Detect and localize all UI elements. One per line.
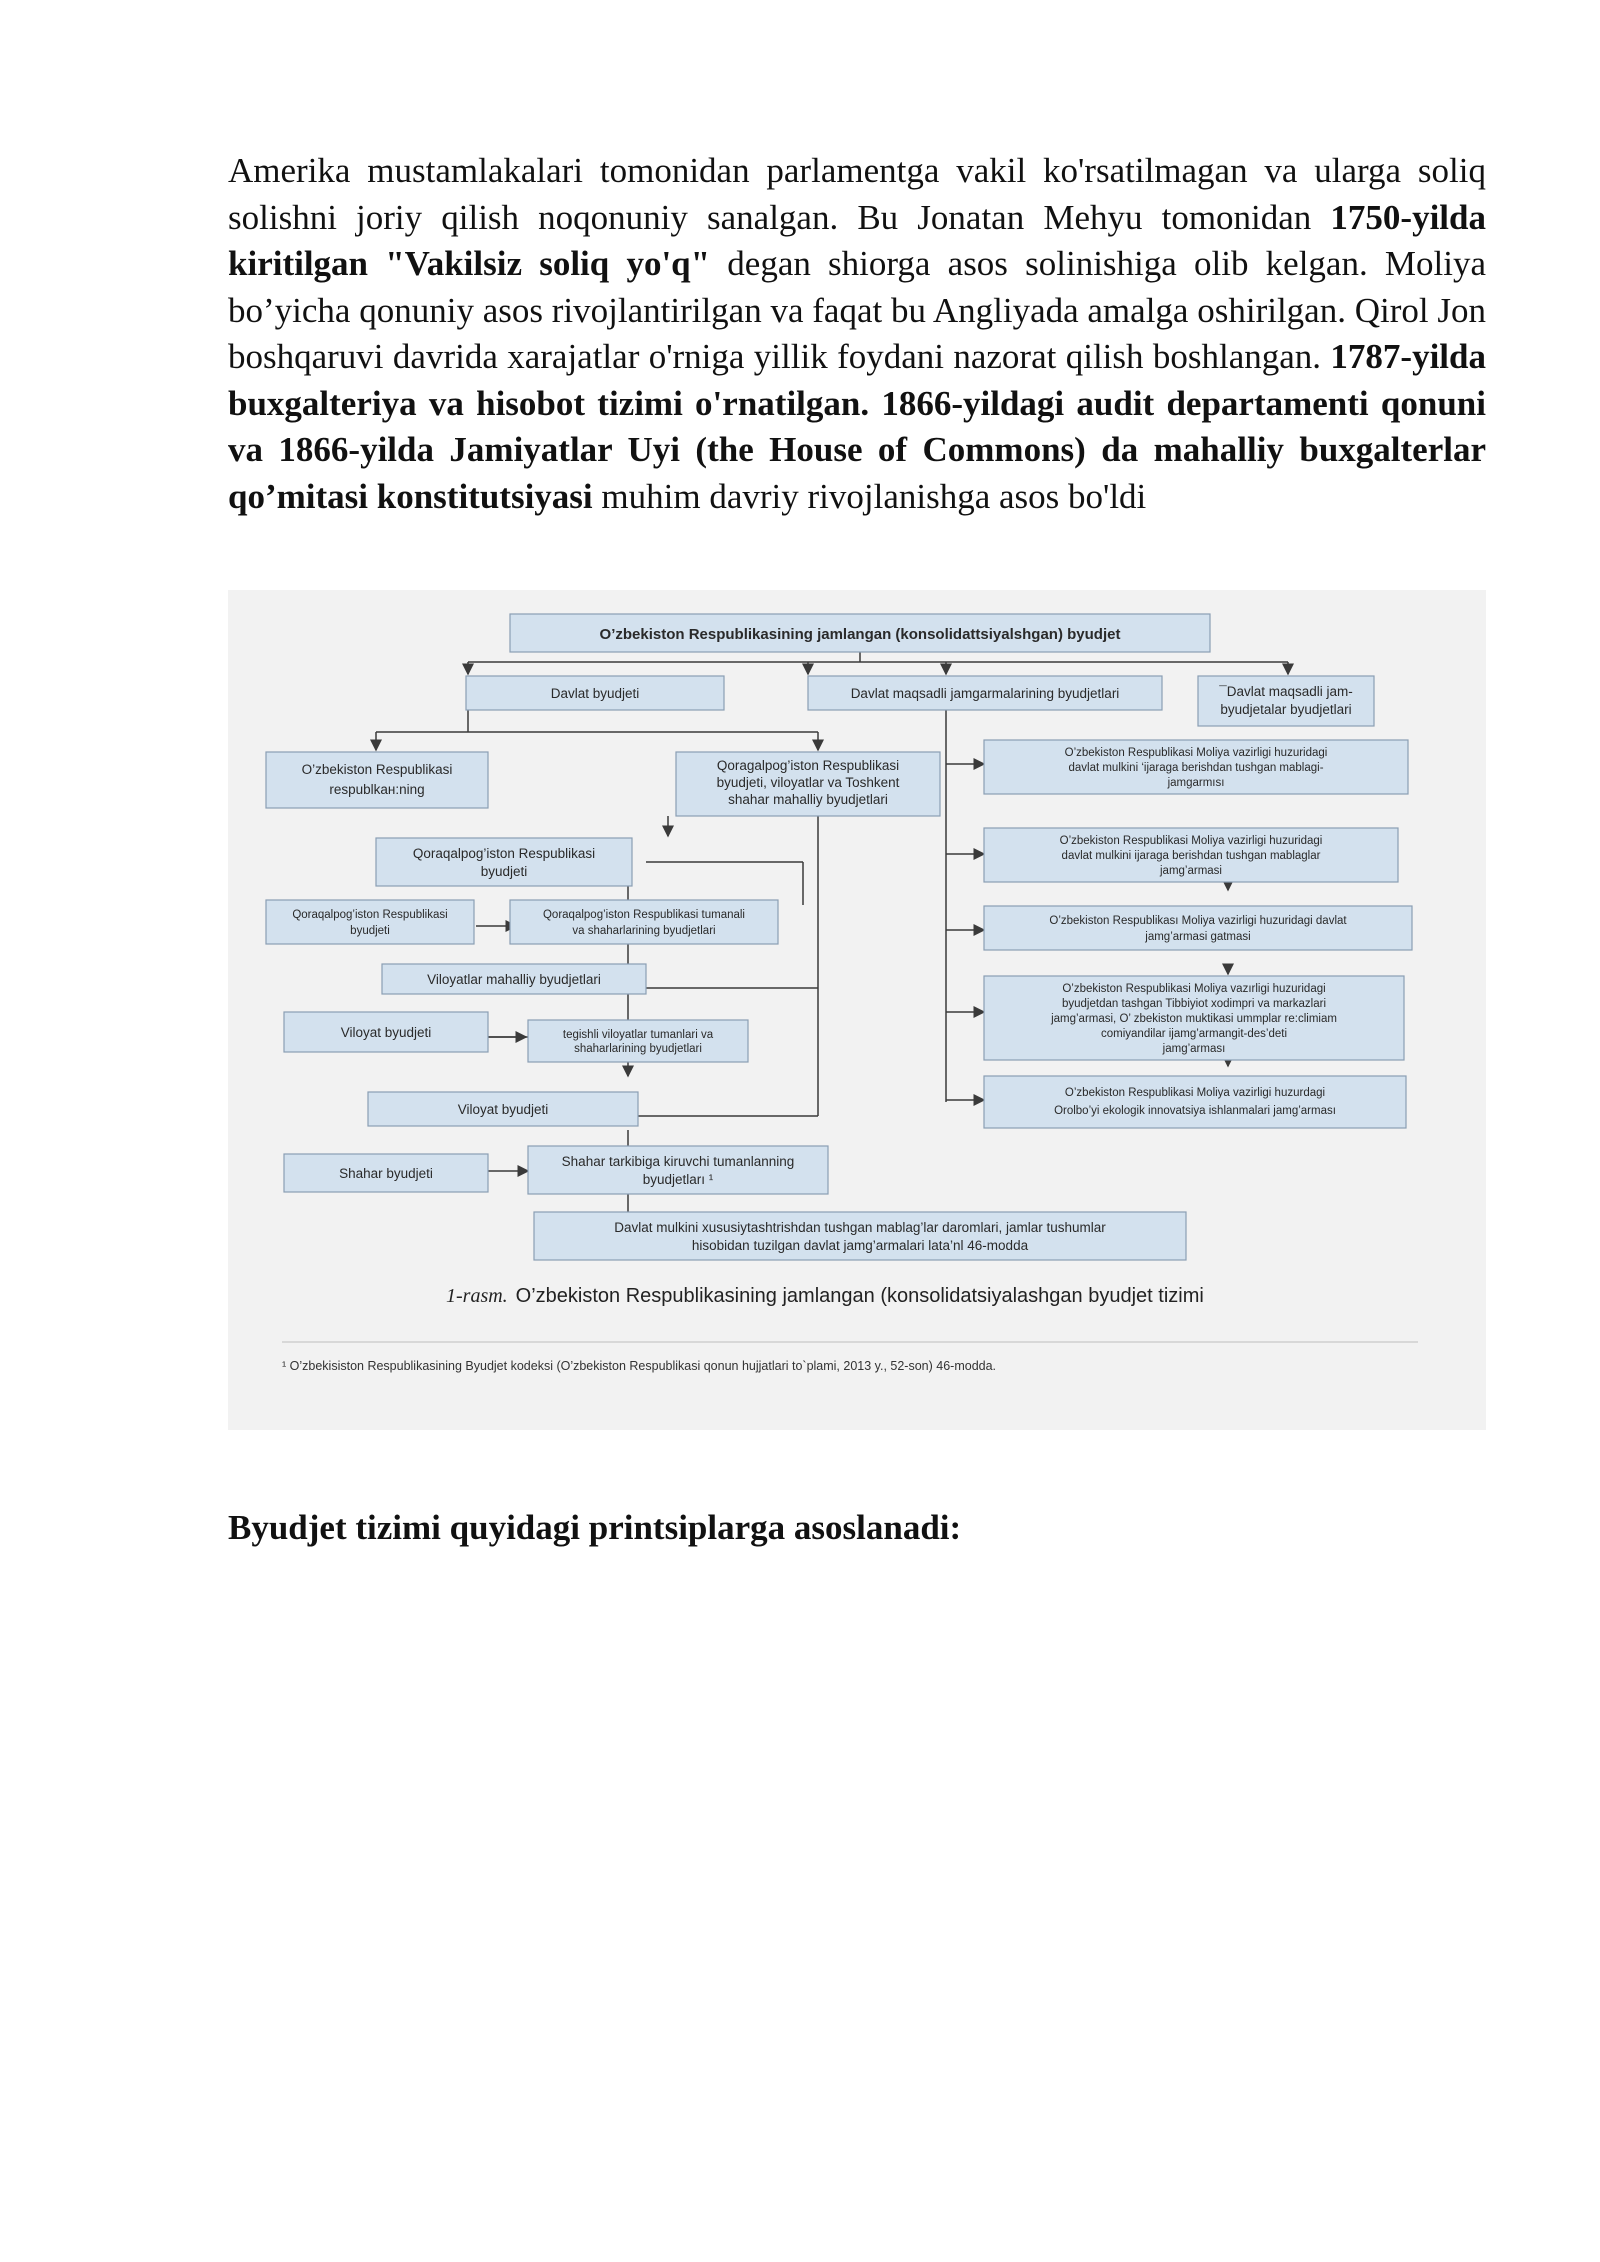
paragraph-run-1: Amerika mustamlakalari tomonidan parlamentga vakil ko'rsatilmagan va ularga soliq solishni joriy qilish noqonuniy sanalgan. Bu Jonatan Mehyu tomonidan <box>228 151 1486 237</box>
box-label-line: jamg’arması <box>1162 1043 1226 1055</box>
box-label: Davlat byudjeti <box>550 686 640 701</box>
box-label-line: O’zbekiston Respublikasi Moliya vazirligi huzuridagi <box>1059 835 1323 847</box>
box-label-line: jamg’armasi gatmasi <box>1145 931 1251 943</box>
box-label-line: shahar mahalliy byudjetlari <box>728 792 888 807</box>
box-label: Viloyatlar mahalliy byudjetlari <box>427 972 601 987</box>
paragraph-run-3: degan shiorga asos solinishiga olib kelgan. Moliya bo’yicha qonuniy asos rivojlantirilgan va faqat bu Angliyada amalga oshirilgan. Qirol Jon boshqaruvi davrida xarajatlar o'rniga yillik foydani nazorat qilish boshlangan. <box>228 244 1487 376</box>
box-label-line: byudjeti, viloyatlar va Toshkent <box>716 775 900 790</box>
box-label-line: byudjeti <box>350 925 390 937</box>
box-label-line: tegishli viloyatlar tumanlari va <box>562 1029 714 1041</box>
box-label: Viloyat byudjeti <box>457 1102 549 1117</box>
box-fund-5 <box>984 1076 1406 1128</box>
section-heading: Byudjet tizimi quyidagi printsiplarga asoslanadi: <box>228 1508 962 1547</box>
box-state-budget <box>466 676 724 710</box>
body-paragraph <box>228 148 1486 520</box>
figure-footnote: ¹ O’zbekisiston Respublikasining Byudjet kodeksi (O’zbekiston Respublikasi qonun hujjatlari to`plami, 2013 y., 52-son) 46-modda. <box>282 1359 997 1373</box>
box-label-line: shaharlarining byudjetlari <box>574 1043 702 1055</box>
box-regional-district-budgets <box>528 1020 748 1062</box>
budget-diagram <box>228 590 1486 1430</box>
box-regional-budget-left <box>284 1012 488 1052</box>
box-karakalpak-district-budgets <box>510 900 778 944</box>
box-label: Shahar byudjeti <box>339 1166 433 1181</box>
box-label-line: va shaharlarining byudjetlari <box>572 925 716 937</box>
box-regional-budget <box>368 1092 638 1126</box>
box-label-line: O’zbekiston Respublikası Moliya vazirligi huzuridagi davlat <box>1049 915 1347 927</box>
box-republican-budget <box>266 752 488 808</box>
box-karakalpak-budget-small <box>266 900 474 944</box>
budget-system-figure <box>228 590 1486 1430</box>
box-karakalpak-budget <box>376 838 632 886</box>
caption-text: O’zbekiston Respublikasining jamlangan (konsolidatsiyalashgan byudjet tizimi <box>515 1285 1204 1307</box>
box-fund-2 <box>984 828 1398 882</box>
box-label-line: Qoraqalpog’iston Respublikasi <box>292 909 448 921</box>
box-label-line: byudjetalar byudjetlari <box>1220 702 1352 717</box>
box-label-line: hisobidan tuzilgan davlat jamg’armalari lata’nl 46-modda <box>691 1238 1029 1253</box>
box-fund-1 <box>984 740 1408 794</box>
box-label-line: respublkaн:ning <box>329 782 425 797</box>
box-label-line: jamg’armasi <box>1160 865 1222 877</box>
box-label-line: O’zbekiston Respublikasi <box>301 762 453 777</box>
box-label-line: jamgarmısı <box>1167 777 1225 789</box>
box-label-line: Qoragalpog’iston Respublikasi <box>716 758 900 773</box>
box-privatization-funds <box>534 1212 1186 1260</box>
box-karakalpak-local-budgets <box>676 752 940 816</box>
box-trust-funds <box>808 676 1162 710</box>
box-label-line: Davlat mulkini xususiytashtrishdan tushgan mablag’lar daromlari, jamlar tushumlar <box>614 1220 1106 1235</box>
box-label: Viloyat byudjeti <box>340 1025 432 1040</box>
box-label-line: byudjeti <box>480 864 528 879</box>
box-label-line: Shahar tarkibiga kiruvchi tumanlanning <box>561 1154 795 1169</box>
box-label-line: Qoraqalpog’iston Respublikasi tumanali <box>542 909 746 921</box>
box-label-line: O’zbekiston Respublikasi Moliya vazırligi huzuridagi <box>1062 983 1326 995</box>
box-trust-fund-budgets <box>1198 676 1374 726</box>
box-fund-4 <box>984 976 1404 1060</box>
box-regional-local-budgets <box>382 964 646 994</box>
box-label-line: davlat mulkini ijaraga berishdan tushgan mablaglar <box>1061 850 1321 862</box>
box-label: Davlat maqsadli jamgarmalarining byudjetlari <box>850 686 1120 701</box>
box-city-district-budgets <box>528 1146 828 1194</box>
box-label-line: O’zbekiston Respublikasi Moliya vazirligi huzuridagi <box>1064 747 1328 759</box>
paragraph-run-4: 1787-yilda buxgalteriya va hisobot tizimi o'rnatilgan. 1866-yildagi audit departamenti qonuni va 1866-yilda Jamiyatlar Uyi (the House of Commons) da mahalliy buxgalterlar qo’mitasi konstitutsiyasi <box>228 337 1486 516</box>
figure-caption <box>446 1285 1204 1307</box>
box-label-line: Orolbo’yi ekologik innovatsiya ishlanmalari jamg’arması <box>1054 1105 1336 1117</box>
box-label-line: ¯Davlat maqsadli jam- <box>1219 684 1353 699</box>
caption-prefix: 1-rasm. <box>446 1285 508 1307</box>
box-label: O’zbekiston Respublikasining jamlangan (konsolidattsiyalshgan) byudjet <box>599 626 1121 643</box>
box-label-line: O’zbekiston Respublikasi Moliya vazirligi huzurdagi <box>1064 1087 1326 1099</box>
box-label-line: byudjetdan tashgan Tibbiyiot xodimpri va markazlari <box>1062 998 1326 1010</box>
paragraph-run-5: muhim davriy rivojlanishga asos bo'ldi <box>592 476 1147 516</box>
box-label-line: Qoraqalpog’iston Respublikasi <box>412 846 596 861</box>
box-fund-3 <box>984 906 1412 950</box>
box-label-line: davlat mulkini ‘ijaraga berishdan tushgan mablagi- <box>1068 762 1324 774</box>
box-label-line: byudjetları ¹ <box>642 1172 714 1187</box>
box-label-line: comiyandilar ijamg’armangit-des’deti <box>1101 1028 1287 1040</box>
box-city-budget <box>284 1154 488 1192</box>
box-consolidated-budget <box>510 614 1210 652</box>
box-label-line: jamg’armasi, O’ zbekiston muktikasi ummplar re:climiam <box>1051 1013 1337 1025</box>
paragraph-run-2: 1750-yilda kiritilgan "Vakilsiz soliq yo'q" <box>228 197 1486 283</box>
